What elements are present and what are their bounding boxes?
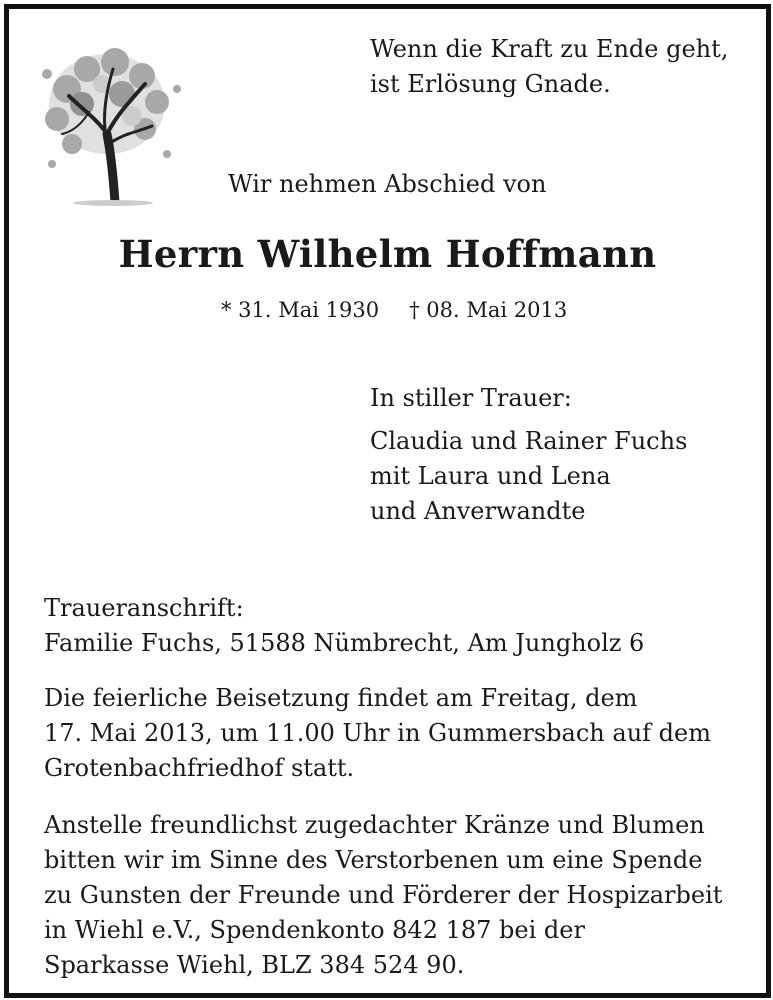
donation-line: Anstelle freundlichst zugedachter Kränze und Blumen [44,811,705,839]
donation-info [44,808,722,983]
mourner-line: mit Laura und Lena [370,462,611,490]
grief-title: In stiller Trauer: [370,384,572,412]
life-dates [221,293,567,328]
funeral-line: 17. Mai 2013, um 11.00 Uhr in Gummersbach auf dem [44,719,711,747]
address-label: Traueranschrift: [44,594,244,622]
funeral-line: Grotenbachfriedhof statt. [44,754,355,782]
mourner-line: Claudia und Rainer Fuchs [370,427,688,455]
mourning-address [44,591,644,661]
motto-line: Wenn die Kraft zu Ende geht, [370,35,729,63]
intro-text: Wir nehmen Abschied von [228,170,547,198]
death-date: † 08. Mai 2013 [409,298,568,322]
donation-line: in Wiehl e.V., Spendenkonto 842 187 bei der [44,916,585,944]
donation-line: bitten wir im Sinne des Verstorbenen um eine Spende [44,846,703,874]
motto [370,32,728,102]
mourner-line: und Anverwandte [370,497,586,525]
birth-date: * 31. Mai 1930 [221,298,380,322]
tree-icon [27,34,189,206]
obituary-notice [4,4,771,998]
mourners [370,424,687,529]
address-text: Familie Fuchs, 51588 Nümbrecht, Am Jungholz 6 [44,629,645,657]
donation-line: Sparkasse Wiehl, BLZ 384 524 90. [44,951,465,979]
deceased-name: Herrn Wilhelm Hoffmann [118,232,657,276]
motto-line: ist Erlösung Gnade. [370,70,611,98]
donation-line: zu Gunsten der Freunde und Förderer der Hospizarbeit [44,881,723,909]
funeral-info [44,681,711,786]
funeral-line: Die feierliche Beisetzung findet am Freitag, dem [44,684,638,712]
